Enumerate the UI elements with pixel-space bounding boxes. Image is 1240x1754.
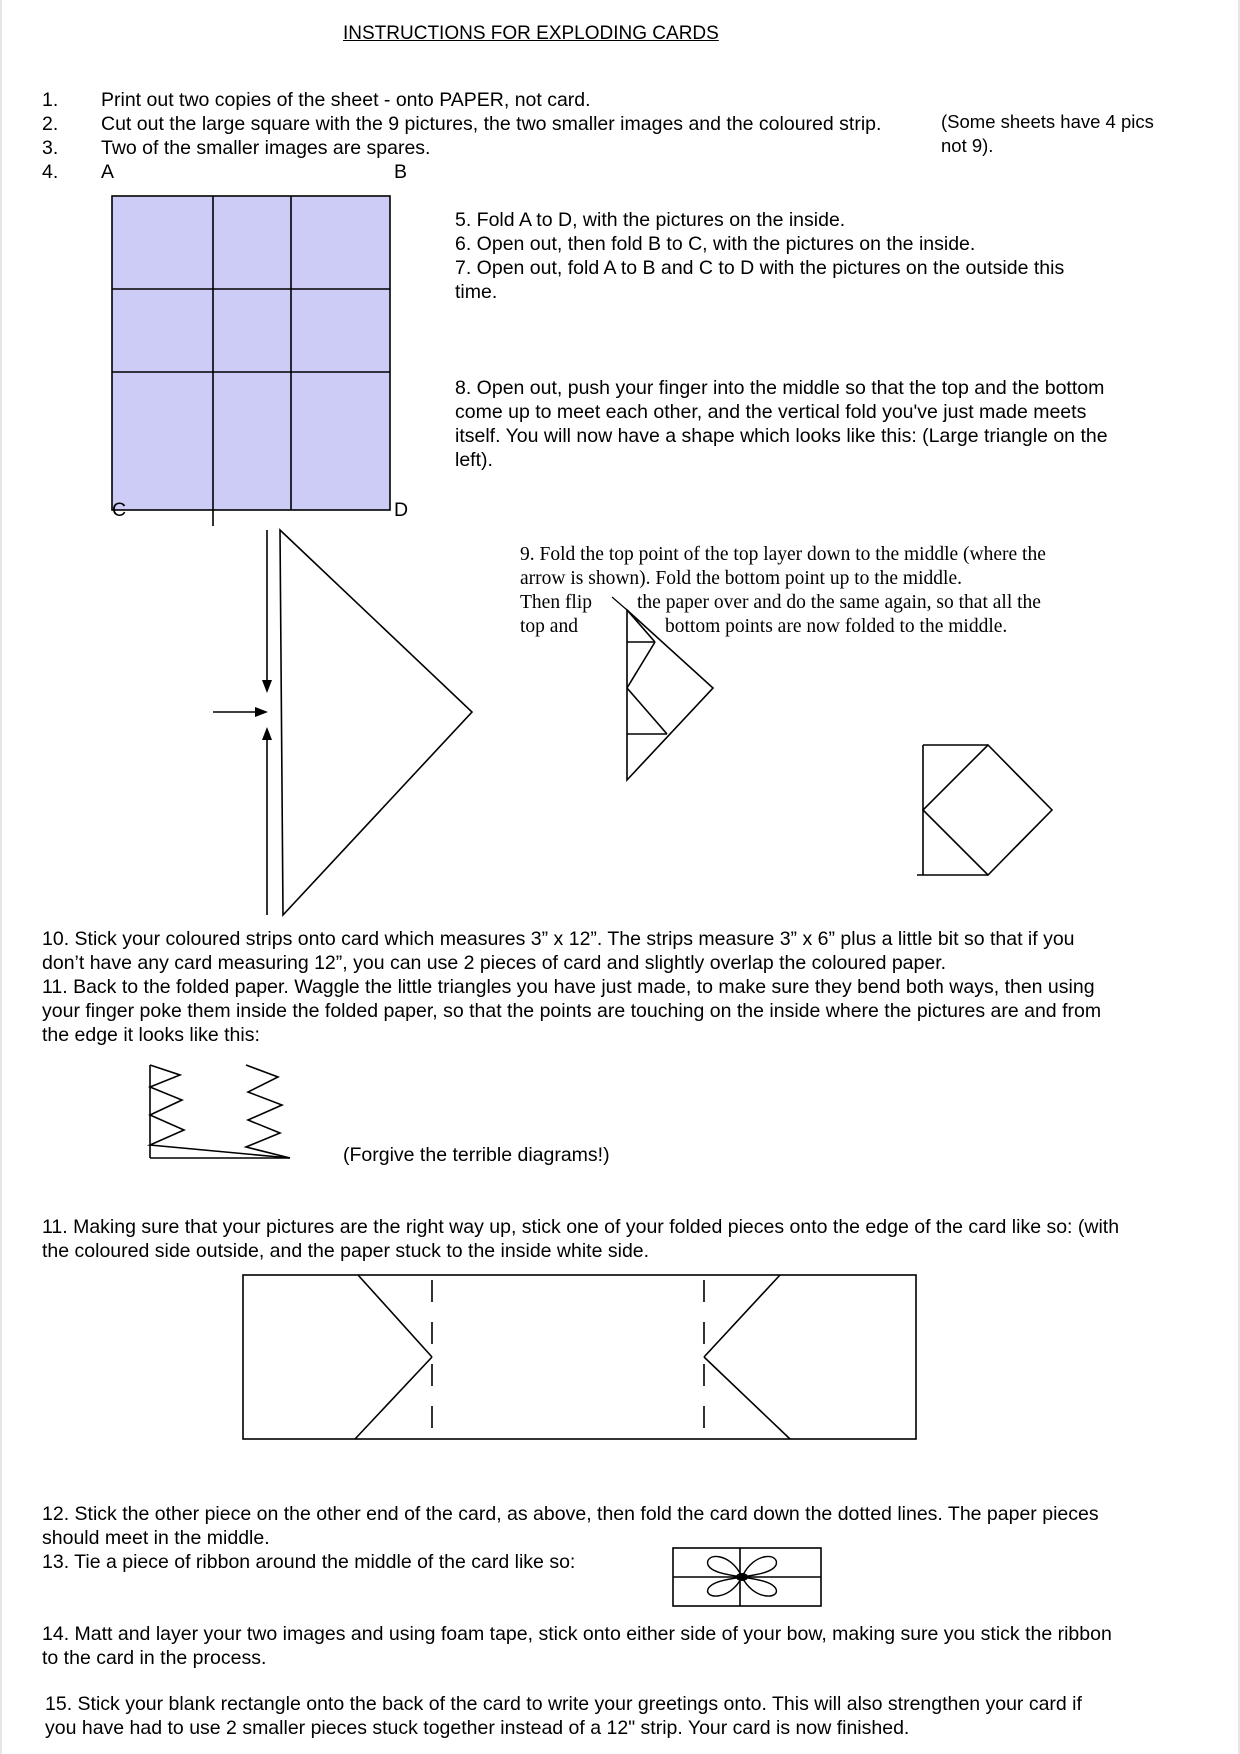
corner-label-d: D bbox=[394, 499, 409, 521]
step-8-line: left). bbox=[455, 449, 493, 471]
step-9-line: the paper over and do the same again, so that all the bbox=[637, 592, 1041, 613]
card-with-pieces-diagram bbox=[240, 1270, 920, 1450]
step-11-line: 11. Back to the folded paper. Waggle the little triangles you have just made, to make sure they bend both ways, then using bbox=[42, 976, 1095, 998]
step-8-line: come up to meet each other, and the vertical fold you've just made meets bbox=[455, 401, 1087, 423]
step-11-line: the edge it looks like this: bbox=[42, 1024, 260, 1046]
step-9-line: arrow is shown). Fold the bottom point up to the middle. bbox=[520, 568, 962, 589]
corner-label-b: B bbox=[394, 161, 408, 183]
step-14-line: 14. Matt and layer your two images and using foam tape, stick onto either side of your bow, making sure you stick the ribbon bbox=[42, 1623, 1112, 1645]
step-15-line: 15. Stick your blank rectangle onto the back of the card to write your greetings onto. This will also strengthen your card if bbox=[45, 1693, 1082, 1715]
step-9-line: 9. Fold the top point of the top layer down to the middle (where the bbox=[520, 544, 1046, 565]
step-10-line: 10. Stick your coloured strips onto card which measures 3” x 12”. The strips measure 3” x 6” plus a little bit so that if you bbox=[42, 928, 1075, 950]
forgive-note: (Forgive the terrible diagrams!) bbox=[343, 1144, 610, 1166]
small-folded-triangle-diagram bbox=[615, 600, 725, 790]
step-11-line: your finger poke them inside the folded paper, so that the points are touching on the inside where the pictures are and from bbox=[42, 1000, 1102, 1022]
step-5: 5. Fold A to D, with the pictures on the inside. bbox=[455, 209, 846, 231]
side-note-line: (Some sheets have 4 pics bbox=[941, 111, 1154, 132]
step-11b-line: 11. Making sure that your pictures are the right way up, stick one of your folded pieces onto the edge of the card like so: (with bbox=[42, 1216, 1120, 1238]
step-9-line: bottom points are now folded to the middle. bbox=[665, 616, 1008, 637]
step-text: Print out two copies of the sheet - onto PAPER, not card. bbox=[101, 89, 591, 111]
step-9-line: top and bbox=[520, 616, 578, 637]
ribbon-bow-diagram bbox=[670, 1543, 825, 1611]
corner-label-c: C bbox=[112, 499, 127, 521]
page-title: INSTRUCTIONS FOR EXPLODING CARDS bbox=[343, 23, 719, 44]
step-13: 13. Tie a piece of ribbon around the middle of the card like so: bbox=[42, 1551, 576, 1573]
step-text: Two of the smaller images are spares. bbox=[101, 137, 431, 159]
step-9-line: Then flip bbox=[520, 592, 593, 613]
step-number: 3. bbox=[42, 137, 59, 159]
page-edge-left bbox=[0, 0, 2, 1754]
step-10-line: don’t have any card measuring 12”, you can use 2 pieces of card and slightly overlap the coloured paper. bbox=[42, 952, 947, 974]
zigzag-edge-diagram bbox=[140, 1055, 300, 1165]
step-11b-line: the coloured side outside, and the paper stuck to the inside white side. bbox=[42, 1240, 650, 1262]
grid-square bbox=[112, 196, 390, 510]
step-7-continued: time. bbox=[455, 281, 498, 303]
step-12-line: 12. Stick the other piece on the other end of the card, as above, then fold the card down the dotted lines. The paper pieces bbox=[42, 1503, 1099, 1525]
step-text: Cut out the large square with the 9 pictures, the two smaller images and the coloured strip. bbox=[101, 113, 882, 135]
step-8-line: itself. You will now have a shape which looks like this: (Large triangle on the bbox=[455, 425, 1108, 447]
step-12-line: should meet in the middle. bbox=[42, 1527, 270, 1549]
step-number: 2. bbox=[42, 113, 59, 135]
step-7: 7. Open out, fold A to B and C to D with the pictures on the outside this bbox=[455, 257, 1065, 279]
side-note-line: not 9). bbox=[941, 135, 994, 156]
step-6: 6. Open out, then fold B to C, with the pictures on the inside. bbox=[455, 233, 976, 255]
step-14-line: to the card in the process. bbox=[42, 1647, 267, 1669]
corner-label-a: A bbox=[101, 161, 115, 183]
step-number: 1. bbox=[42, 89, 59, 111]
step-number: 4. bbox=[42, 161, 59, 183]
large-triangle-diagram bbox=[200, 525, 490, 925]
step-15-line: you have had to use 2 smaller pieces stuck together instead of a 12" strip. Your card is now finished. bbox=[45, 1717, 910, 1739]
square-diamond-diagram bbox=[905, 735, 1055, 885]
step-8-line: 8. Open out, push your finger into the middle so that the top and the bottom bbox=[455, 377, 1105, 399]
nine-picture-grid-diagram bbox=[100, 190, 400, 490]
